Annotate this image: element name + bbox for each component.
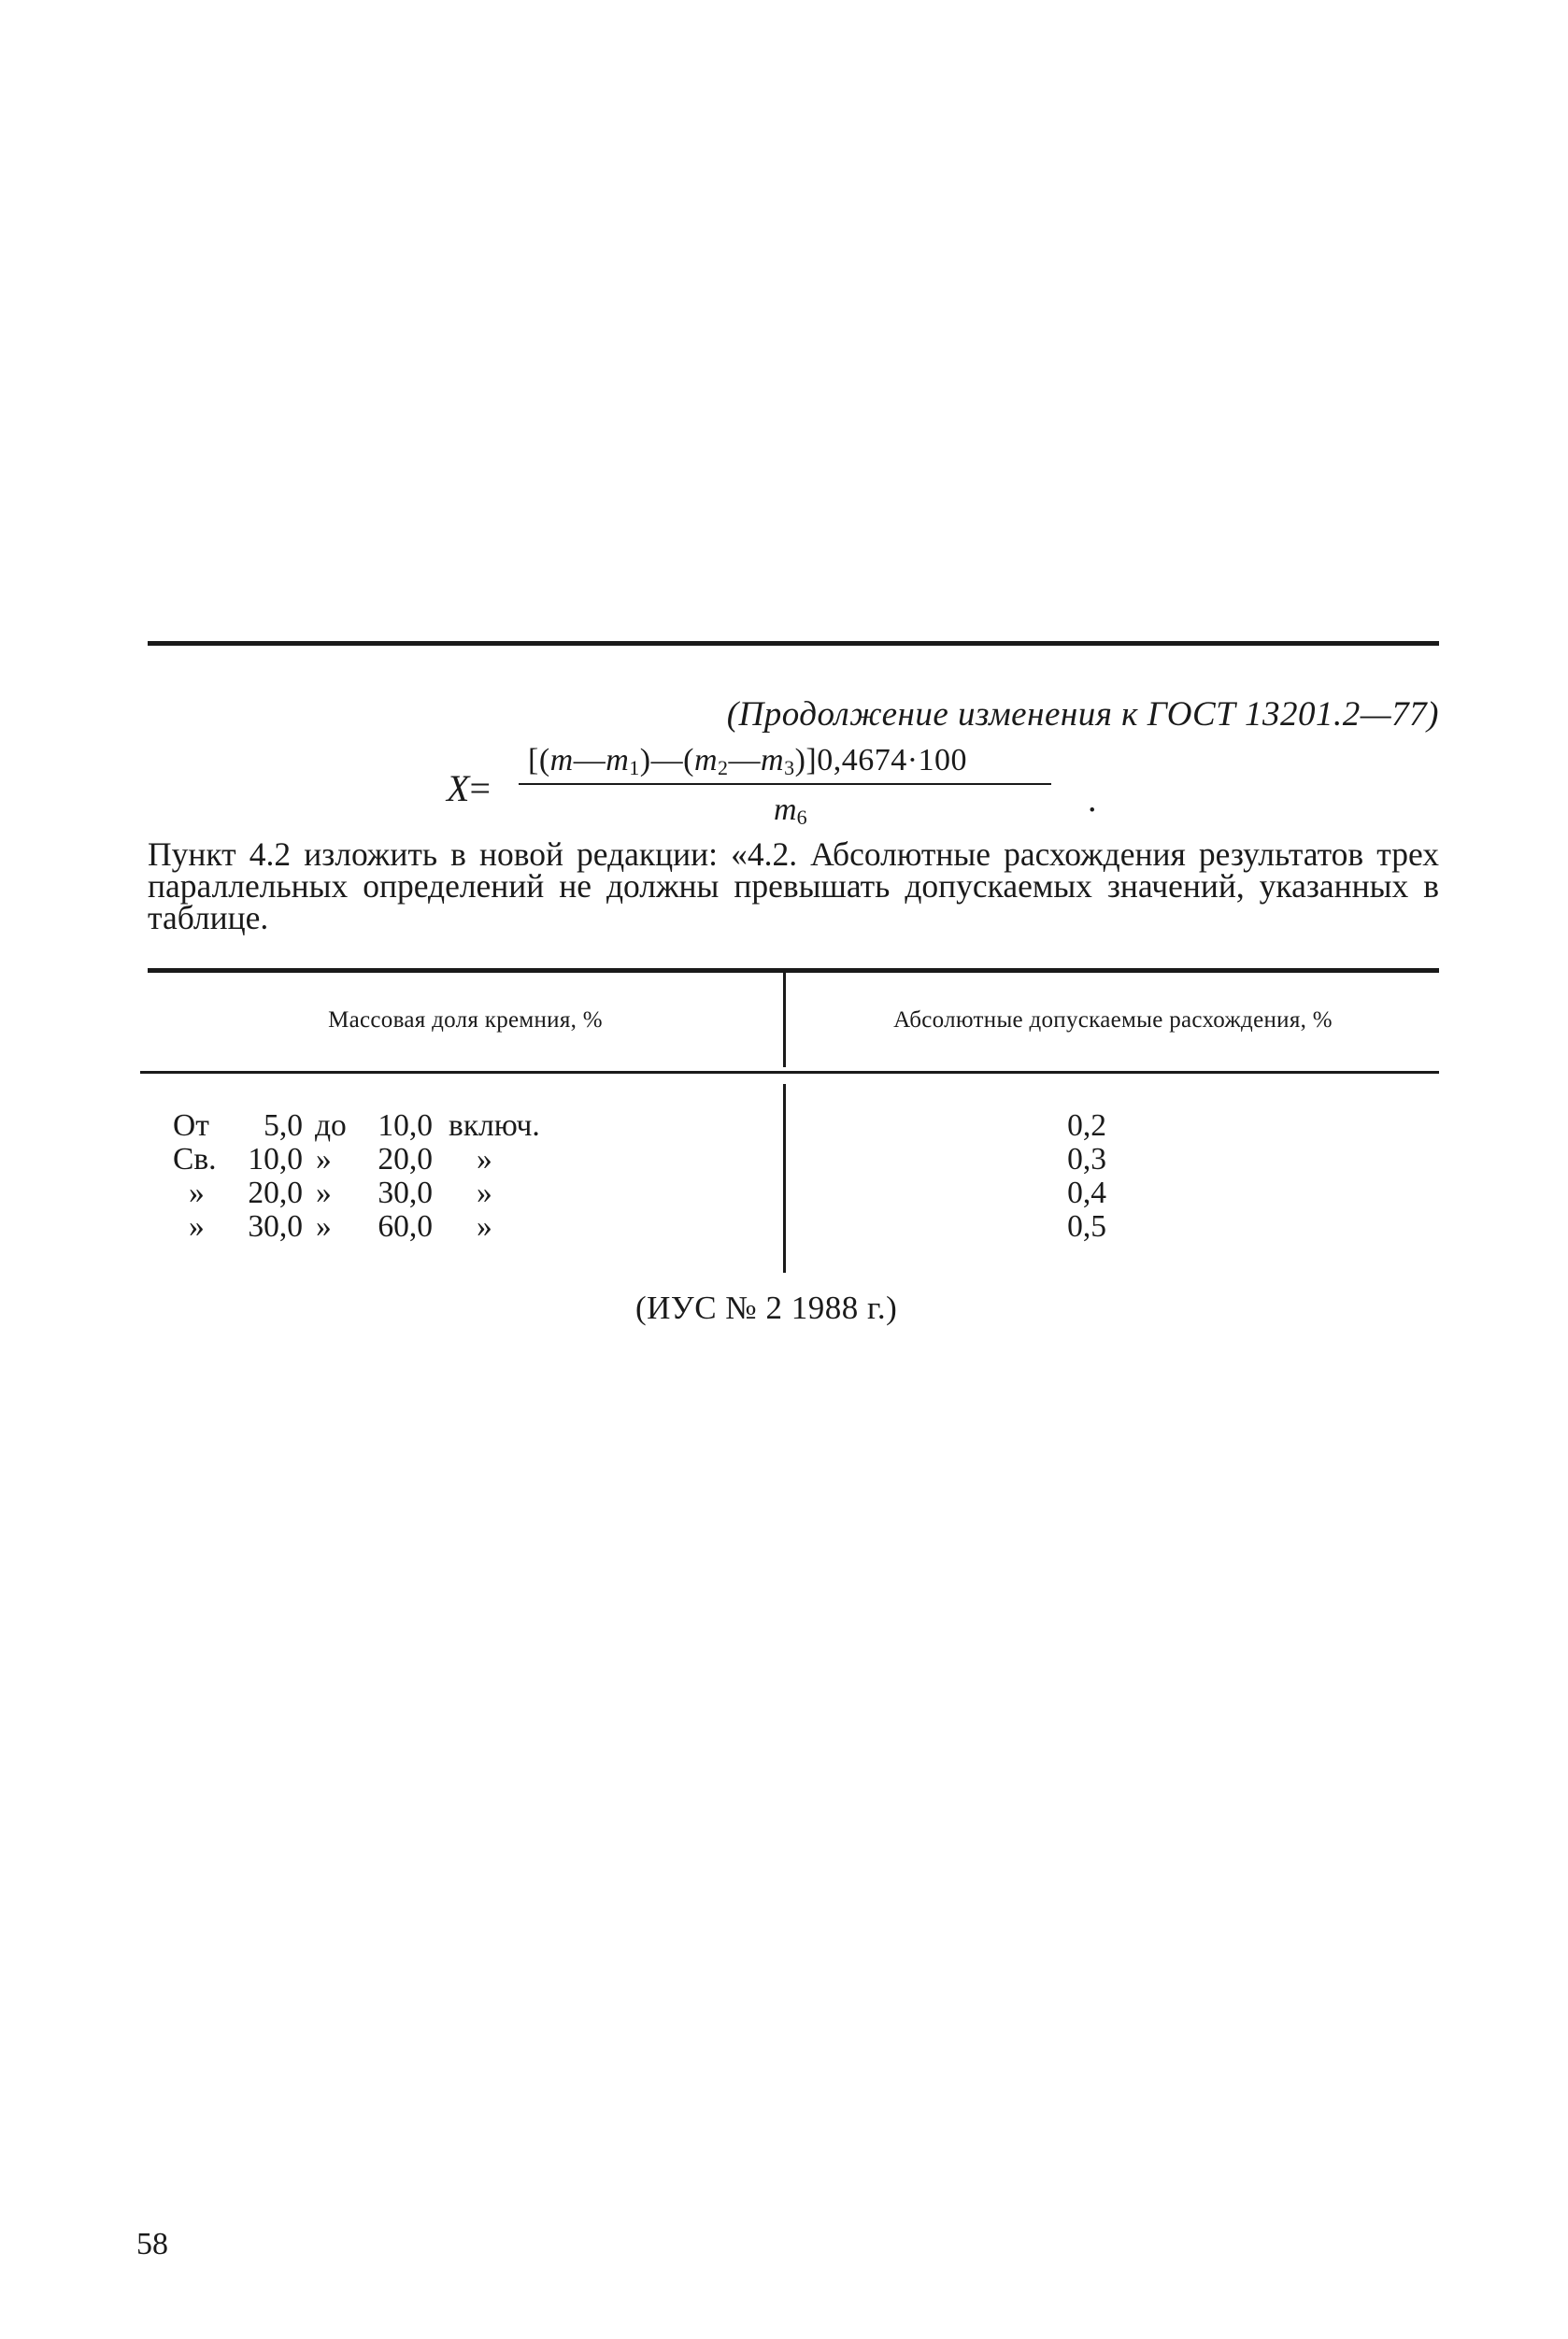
formula-equals: = [469, 767, 491, 809]
row-to: 20,0 [378, 1142, 433, 1177]
table-row [0, 1209, 1568, 1243]
row-to-word: » [316, 1142, 332, 1177]
row-value: 0,5 [1067, 1209, 1106, 1244]
row-from: 30,0 [248, 1209, 303, 1244]
numerator-m3-sub: 3 [784, 756, 795, 779]
numerator-m: m [549, 743, 574, 777]
table-row [0, 1142, 1568, 1176]
row-from: 10,0 [248, 1142, 303, 1177]
row-to-word: » [316, 1176, 332, 1210]
row-prefix: От [173, 1108, 209, 1143]
table-top-rule [148, 968, 1439, 973]
formula-denominator [774, 792, 807, 830]
row-prefix: » [189, 1176, 205, 1210]
row-suffix: » [477, 1209, 492, 1244]
table-header-mass-fraction: Массовая доля кремния, % [328, 1007, 603, 1033]
body-paragraph: Пункт 4.2 изложить в новой редакции: «4.2. Абсолютные расхождения результатов трех параллельных определений не должны превышать допускаемых значений, указанных в таблице. [148, 835, 1439, 936]
table-header-rule [140, 1071, 1439, 1074]
row-from: 20,0 [248, 1176, 303, 1210]
formula-terminator: . [1088, 780, 1097, 820]
row-prefix: » [189, 1209, 205, 1244]
table-row [0, 1108, 1568, 1142]
row-to: 60,0 [378, 1209, 433, 1244]
numerator-m2-sub: 2 [718, 756, 729, 779]
row-from: 5,0 [264, 1108, 303, 1143]
formula-lhs [447, 766, 491, 810]
row-to: 10,0 [378, 1108, 433, 1143]
row-suffix: » [477, 1176, 492, 1210]
row-value: 0,2 [1067, 1108, 1106, 1143]
numerator-mid: )—( [639, 743, 694, 777]
row-to-word: » [316, 1209, 332, 1244]
numerator-minus-2: — [728, 743, 761, 777]
numerator-open: [( [528, 743, 550, 777]
row-value: 0,3 [1067, 1142, 1106, 1177]
fraction-bar [519, 783, 1051, 785]
denominator-sub: 6 [796, 806, 807, 829]
row-to-word: до [315, 1108, 347, 1143]
formula-numerator [528, 743, 967, 780]
numerator-m2: m [693, 743, 718, 777]
continuation-header: (Продолжение изменения к ГОСТ 13201.2—77) [726, 695, 1439, 734]
numerator-tail: )]0,4674·100 [794, 743, 968, 777]
row-suffix: » [477, 1142, 492, 1177]
numerator-minus: — [573, 743, 606, 777]
row-prefix: Св. [173, 1142, 217, 1177]
denominator-m: m [774, 792, 797, 827]
numerator-m3: m [761, 743, 785, 777]
page-number: 58 [136, 2227, 168, 2261]
formula-variable: X [447, 767, 470, 809]
row-to: 30,0 [378, 1176, 433, 1210]
top-rule [148, 641, 1439, 646]
row-suffix: включ. [449, 1108, 540, 1143]
row-value: 0,4 [1067, 1176, 1106, 1210]
numerator-m1: m [606, 743, 630, 777]
table-row [0, 1176, 1568, 1209]
numerator-m1-sub: 1 [629, 756, 640, 779]
table-header-discrepancy: Абсолютные допускаемые расхождения, % [893, 1007, 1333, 1033]
footnote-source: (ИУС № 2 1988 г.) [635, 1290, 898, 1326]
